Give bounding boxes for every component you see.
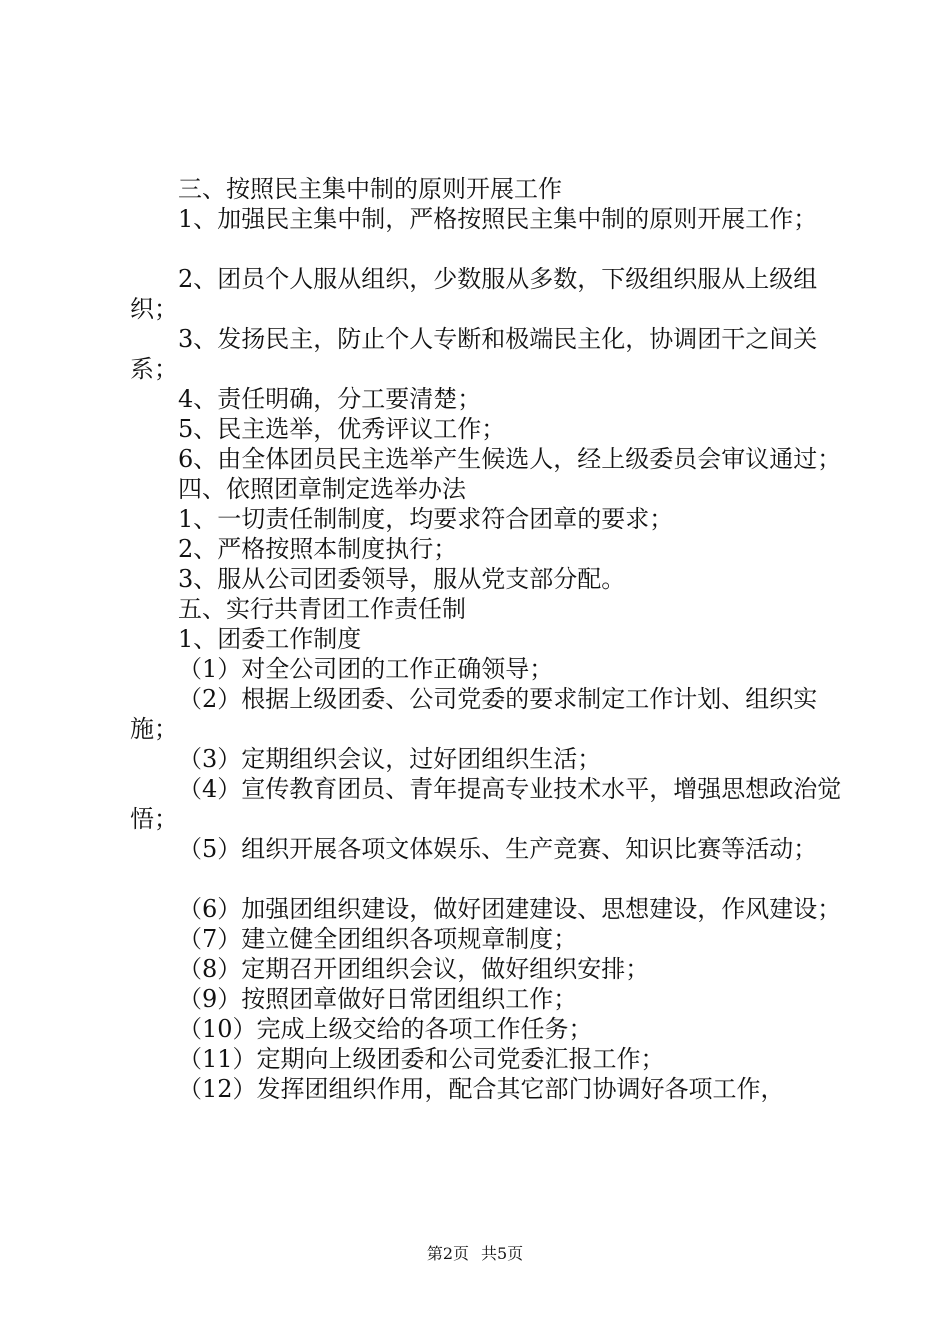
list-item: 2、严格按照本制度执行； (178, 535, 458, 563)
list-item: （3）定期组织会议，过好团组织生活； (178, 745, 602, 773)
subsection-heading: 1、团委工作制度 (178, 625, 362, 653)
list-item: 1、一切责任制制度，均要求符合团章的要求； (178, 505, 674, 533)
list-item: 4、责任明确，分工要清楚； (178, 385, 482, 413)
list-item: （10）完成上级交给的各项工作任务； (178, 1015, 593, 1043)
section-heading-5: 五、实行共青团工作责任制 (178, 595, 466, 623)
page-footer (0, 1243, 950, 1265)
list-item: （11）定期向上级团委和公司党委汇报工作； (178, 1045, 665, 1073)
list-item: （9）按照团章做好日常团组织工作； (178, 985, 578, 1013)
list-item: 3、发扬民主，防止个人专断和极端民主化，协调团干之间关系； (130, 325, 818, 383)
section-heading-3: 三、按照民主集中制的原则开展工作 (178, 175, 562, 203)
list-item: 6、由全体团员民主选举产生候选人，经上级委员会审议通过； (178, 445, 842, 473)
list-item: （5）组织开展各项文体娱乐、生产竞赛、知识比赛等活动； (178, 835, 818, 863)
list-item: 1、加强民主集中制，严格按照民主集中制的原则开展工作； (178, 205, 818, 233)
list-item: （6）加强团组织建设，做好团建建设、思想建设，作风建设； (178, 895, 842, 923)
document-body (130, 174, 850, 1104)
list-item: （7）建立健全团组织各项规章制度； (178, 925, 578, 953)
list-item: （8）定期召开团组织会议，做好组织安排； (178, 955, 650, 983)
page-number-current: 第2页 (426, 1244, 469, 1263)
list-item: （2）根据上级团委、公司党委的要求制定工作计划、组织实施； (130, 685, 818, 743)
list-item: （1）对全公司团的工作正确领导； (178, 655, 554, 683)
list-item: （4）宣传教育团员、青年提高专业技术水平，增强思想政治觉悟； (130, 775, 842, 833)
section-heading-4: 四、依照团章制定选举办法 (178, 475, 466, 503)
list-item: 3、服从公司团委领导，服从党支部分配。 (178, 565, 626, 593)
page-number-total: 共5页 (481, 1244, 524, 1263)
list-item: 5、民主选举，优秀评议工作； (178, 415, 506, 443)
list-item: 2、团员个人服从组织，少数服从多数，下级组织服从上级组织； (130, 265, 818, 323)
list-item: （12）发挥团组织作用，配合其它部门协调好各项工作， (178, 1075, 785, 1103)
